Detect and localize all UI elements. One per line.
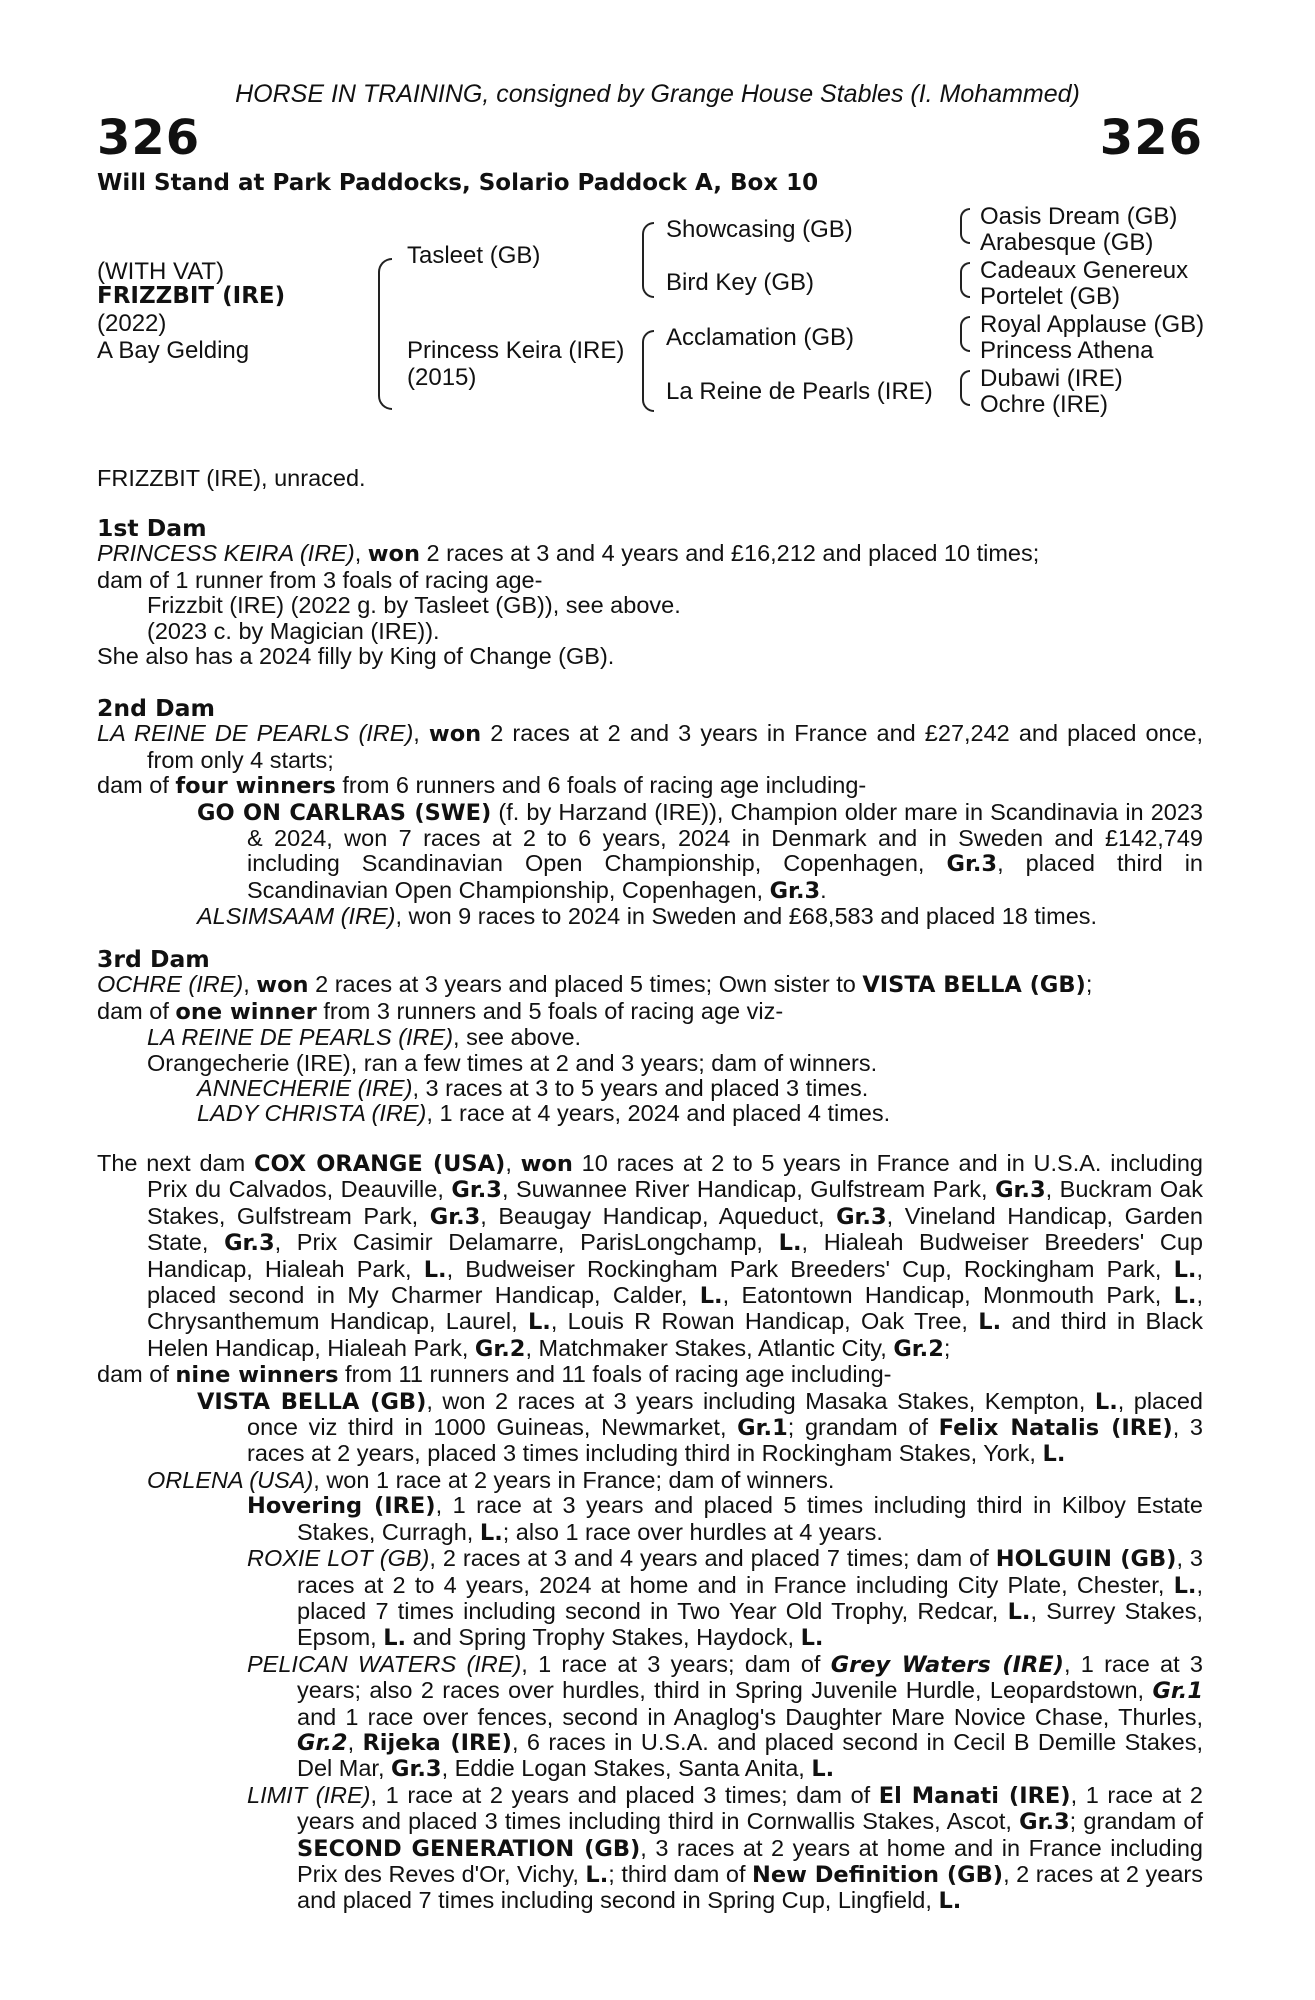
granddam-2: Portelet (GB) — [980, 283, 1121, 310]
produce-item: ROXIE LOT (GB), 2 races at 3 and 4 years and placed 7 times; dam of HOLGUIN (GB), 3 races at 2 to 4 years, 2024 at home and in France including City Plate, Chester, L., placed 7 times including second in Two Year Old Trophy, Redcar, L., Surrey Stakes, Epsom, L. and Spring Trophy Stakes, Haydock, L. — [247, 1545, 1203, 1652]
sire: Tasleet (GB) — [407, 242, 541, 269]
consignment-line: HORSE IN TRAINING, consigned by Grange House Stables (I. Mohammed) — [235, 80, 1080, 108]
sire-parents-brace — [642, 222, 654, 298]
sire-sire: Showcasing (GB) — [666, 216, 853, 243]
granddam-3: Princess Athena — [980, 337, 1154, 364]
first-dam-section — [97, 516, 1203, 669]
horse-year: (2022) — [97, 310, 167, 337]
granddam-1: Arabesque (GB) — [980, 229, 1154, 256]
grandsire-1: Oasis Dream (GB) — [980, 203, 1178, 230]
g-brace-4 — [960, 370, 970, 406]
second-dam-record: LA REINE DE PEARLS (IRE), won 2 races at 2 and 3 years in France and £27,242 and placed once, from only 4 starts; — [97, 720, 1203, 773]
horse-name: FRIZZBIT (IRE) — [97, 283, 286, 309]
sire-dam: Bird Key (GB) — [666, 269, 815, 296]
third-dam-heading: 3rd Dam — [97, 945, 210, 973]
first-dam-heading: 1st Dam — [97, 514, 207, 542]
produce-item: LADY CHRISTA (IRE), 1 race at 4 years, 2024 and placed 4 times. — [197, 1100, 891, 1127]
g-brace-3 — [960, 316, 970, 352]
produce-item: VISTA BELLA (GB), won 2 races at 3 years including Masaka Stakes, Kempton, L., placed once viz third in 1000 Guineas, Newmarket, Gr.1; grandam of Felix Natalis (IRE), 3 races at 2 years, placed 3 times including third in Rockingham Stakes, York, L. — [197, 1387, 1204, 1468]
produce-item: Frizzbit (IRE) (2022 g. by Tasleet (GB)), see above. — [147, 592, 681, 619]
dam-parents-brace — [642, 330, 654, 412]
produce-item: GO ON CARLRAS (SWE) (f. by Harzand (IRE)), Champion older mare in Scandinavia in 2023 & 2024, won 7 races at 2 to 6 years, 2024 in Denmark and in Sweden and £142,749 including Scandinavian Open Championship, Copenhagen, Gr.3, placed third in Scandinavian Open Championship, Copenhagen, Gr.3. — [197, 798, 1204, 904]
first-dam-record: PRINCESS KEIRA (IRE), won 2 races at 3 and 4 years and £16,212 and placed 10 times; — [97, 540, 1040, 568]
stand-location: Will Stand at Park Paddocks, Solario Paddock A, Box 10 — [97, 170, 819, 196]
grandsire-3: Royal Applause (GB) — [980, 311, 1205, 338]
dam: Princess Keira (IRE) — [407, 337, 625, 364]
third-dam-produce: dam of one winner from 3 runners and 5 foals of racing age viz- — [97, 997, 784, 1025]
next-dam-produce: dam of nine winners from 11 runners and 11 foals of racing age including- — [97, 1361, 892, 1389]
third-dam-record: OCHRE (IRE), won 2 races at 3 years and placed 5 times; Own sister to VISTA BELLA (GB); — [97, 971, 1093, 999]
grandsire-4: Dubawi (IRE) — [980, 365, 1123, 392]
next-dam-record: The next dam COX ORANGE (USA), won 10 races at 2 to 5 years in France and in U.S.A. including Prix du Calvados, Deauville, Gr.3, Suwannee River Handicap, Gulfstream Park, Gr.3, Buckram Oak Stakes, Gulfstream Park, Gr.3, Beaugay Handicap, Aqueduct, Gr.3, Vineland Handicap, Garden State, Gr.3, Prix Casimir Delamarre, ParisLongchamp, L., Hialeah Budweiser Breeders' Cup Handicap, Hialeah Park, L., Budweiser Rockingham Park Breeders' Cup, Rockingham Park, L., placed second in My Charmer Handicap, Calder, L., Eatontown Handicap, Monmouth Park, L., Chrysanthemum Handicap, Laurel, L., Louis R Rowan Handicap, Oak Tree, L. and third in Black Helen Handicap, Hialeah Park, Gr.2, Matchmaker Stakes, Atlantic City, Gr.2; — [97, 1150, 1204, 1362]
second-dam-produce: dam of four winners from 6 runners and 6 foals of racing age including- — [97, 772, 867, 800]
second-dam-heading: 2nd Dam — [97, 694, 215, 722]
dam-dam: La Reine de Pearls (IRE) — [666, 378, 933, 405]
sire-dam-brace — [378, 258, 392, 410]
horse-description: A Bay Gelding — [97, 337, 250, 364]
produce-item: ALSIMSAAM (IRE), won 9 races to 2024 in Sweden and £68,583 and placed 18 times. — [197, 903, 1098, 930]
next-dam-section — [97, 1151, 1203, 1915]
vat-note: (WITH VAT) — [97, 258, 225, 285]
lot-number-right: 326 — [1099, 110, 1203, 166]
race-record: FRIZZBIT (IRE), unraced. — [97, 465, 366, 491]
dam-sire: Acclamation (GB) — [666, 324, 855, 351]
dam-year: (2015) — [407, 364, 477, 391]
produce-item: ANNECHERIE (IRE), 3 races at 3 to 5 years and placed 3 times. — [197, 1075, 869, 1102]
produce-item: LIMIT (IRE), 1 race at 2 years and placed 3 times; dam of El Manati (IRE), 1 race at 2 years and placed 3 times including third in Cornwallis Stakes, Ascot, Gr.3; grandam of SECOND GENERATION (GB), 3 races at 2 years at home and in France including Prix des Reves d'Or, Vichy, L.; third dam of New Definition (GB), 2 races at 2 years and placed 7 times including second in Spring Cup, Lingfield, L. — [247, 1781, 1203, 1915]
produce-item: ORLENA (USA), won 1 race at 2 years in France; dam of winners. — [147, 1466, 835, 1493]
produce-item: (2023 c. by Magician (IRE)). — [147, 617, 440, 644]
g-brace-1 — [960, 208, 970, 244]
produce-item: LA REINE DE PEARLS (IRE), see above. — [147, 1024, 582, 1051]
first-dam-produce: dam of 1 runner from 3 foals of racing age- — [97, 566, 543, 593]
produce-item: Hovering (IRE), 1 race at 3 years and placed 5 times including third in Kilboy Estate Stakes, Curragh, L.; also 1 race over hurdles at 4 years. — [247, 1492, 1203, 1546]
first-dam-note: She also has a 2024 filly by King of Change (GB). — [97, 643, 615, 670]
lot-number-left: 326 — [97, 110, 201, 166]
second-dam-section — [97, 696, 1203, 930]
produce-item: Orangecherie (IRE), ran a few times at 2 and 3 years; dam of winners. — [147, 1049, 878, 1076]
granddam-4: Ochre (IRE) — [980, 391, 1109, 418]
produce-item: PELICAN WATERS (IRE), 1 race at 3 years; dam of Grey Waters (IRE), 1 race at 3 years; also 2 races over hurdles, third in Spring Juvenile Hurdle, Leopardstown, Gr.1 and 1 race over fences, second in Anaglog's Daughter Mare Novice Chase, Thurles, Gr.2, Rijeka (IRE), 6 races in U.S.A. and placed second in Cecil B Demille Stakes, Del Mar, Gr.3, Eddie Logan Stakes, Santa Anita, L. — [247, 1650, 1204, 1783]
g-brace-2 — [960, 262, 970, 298]
third-dam-section — [97, 947, 1203, 1127]
grandsire-2: Cadeaux Genereux — [980, 257, 1189, 284]
